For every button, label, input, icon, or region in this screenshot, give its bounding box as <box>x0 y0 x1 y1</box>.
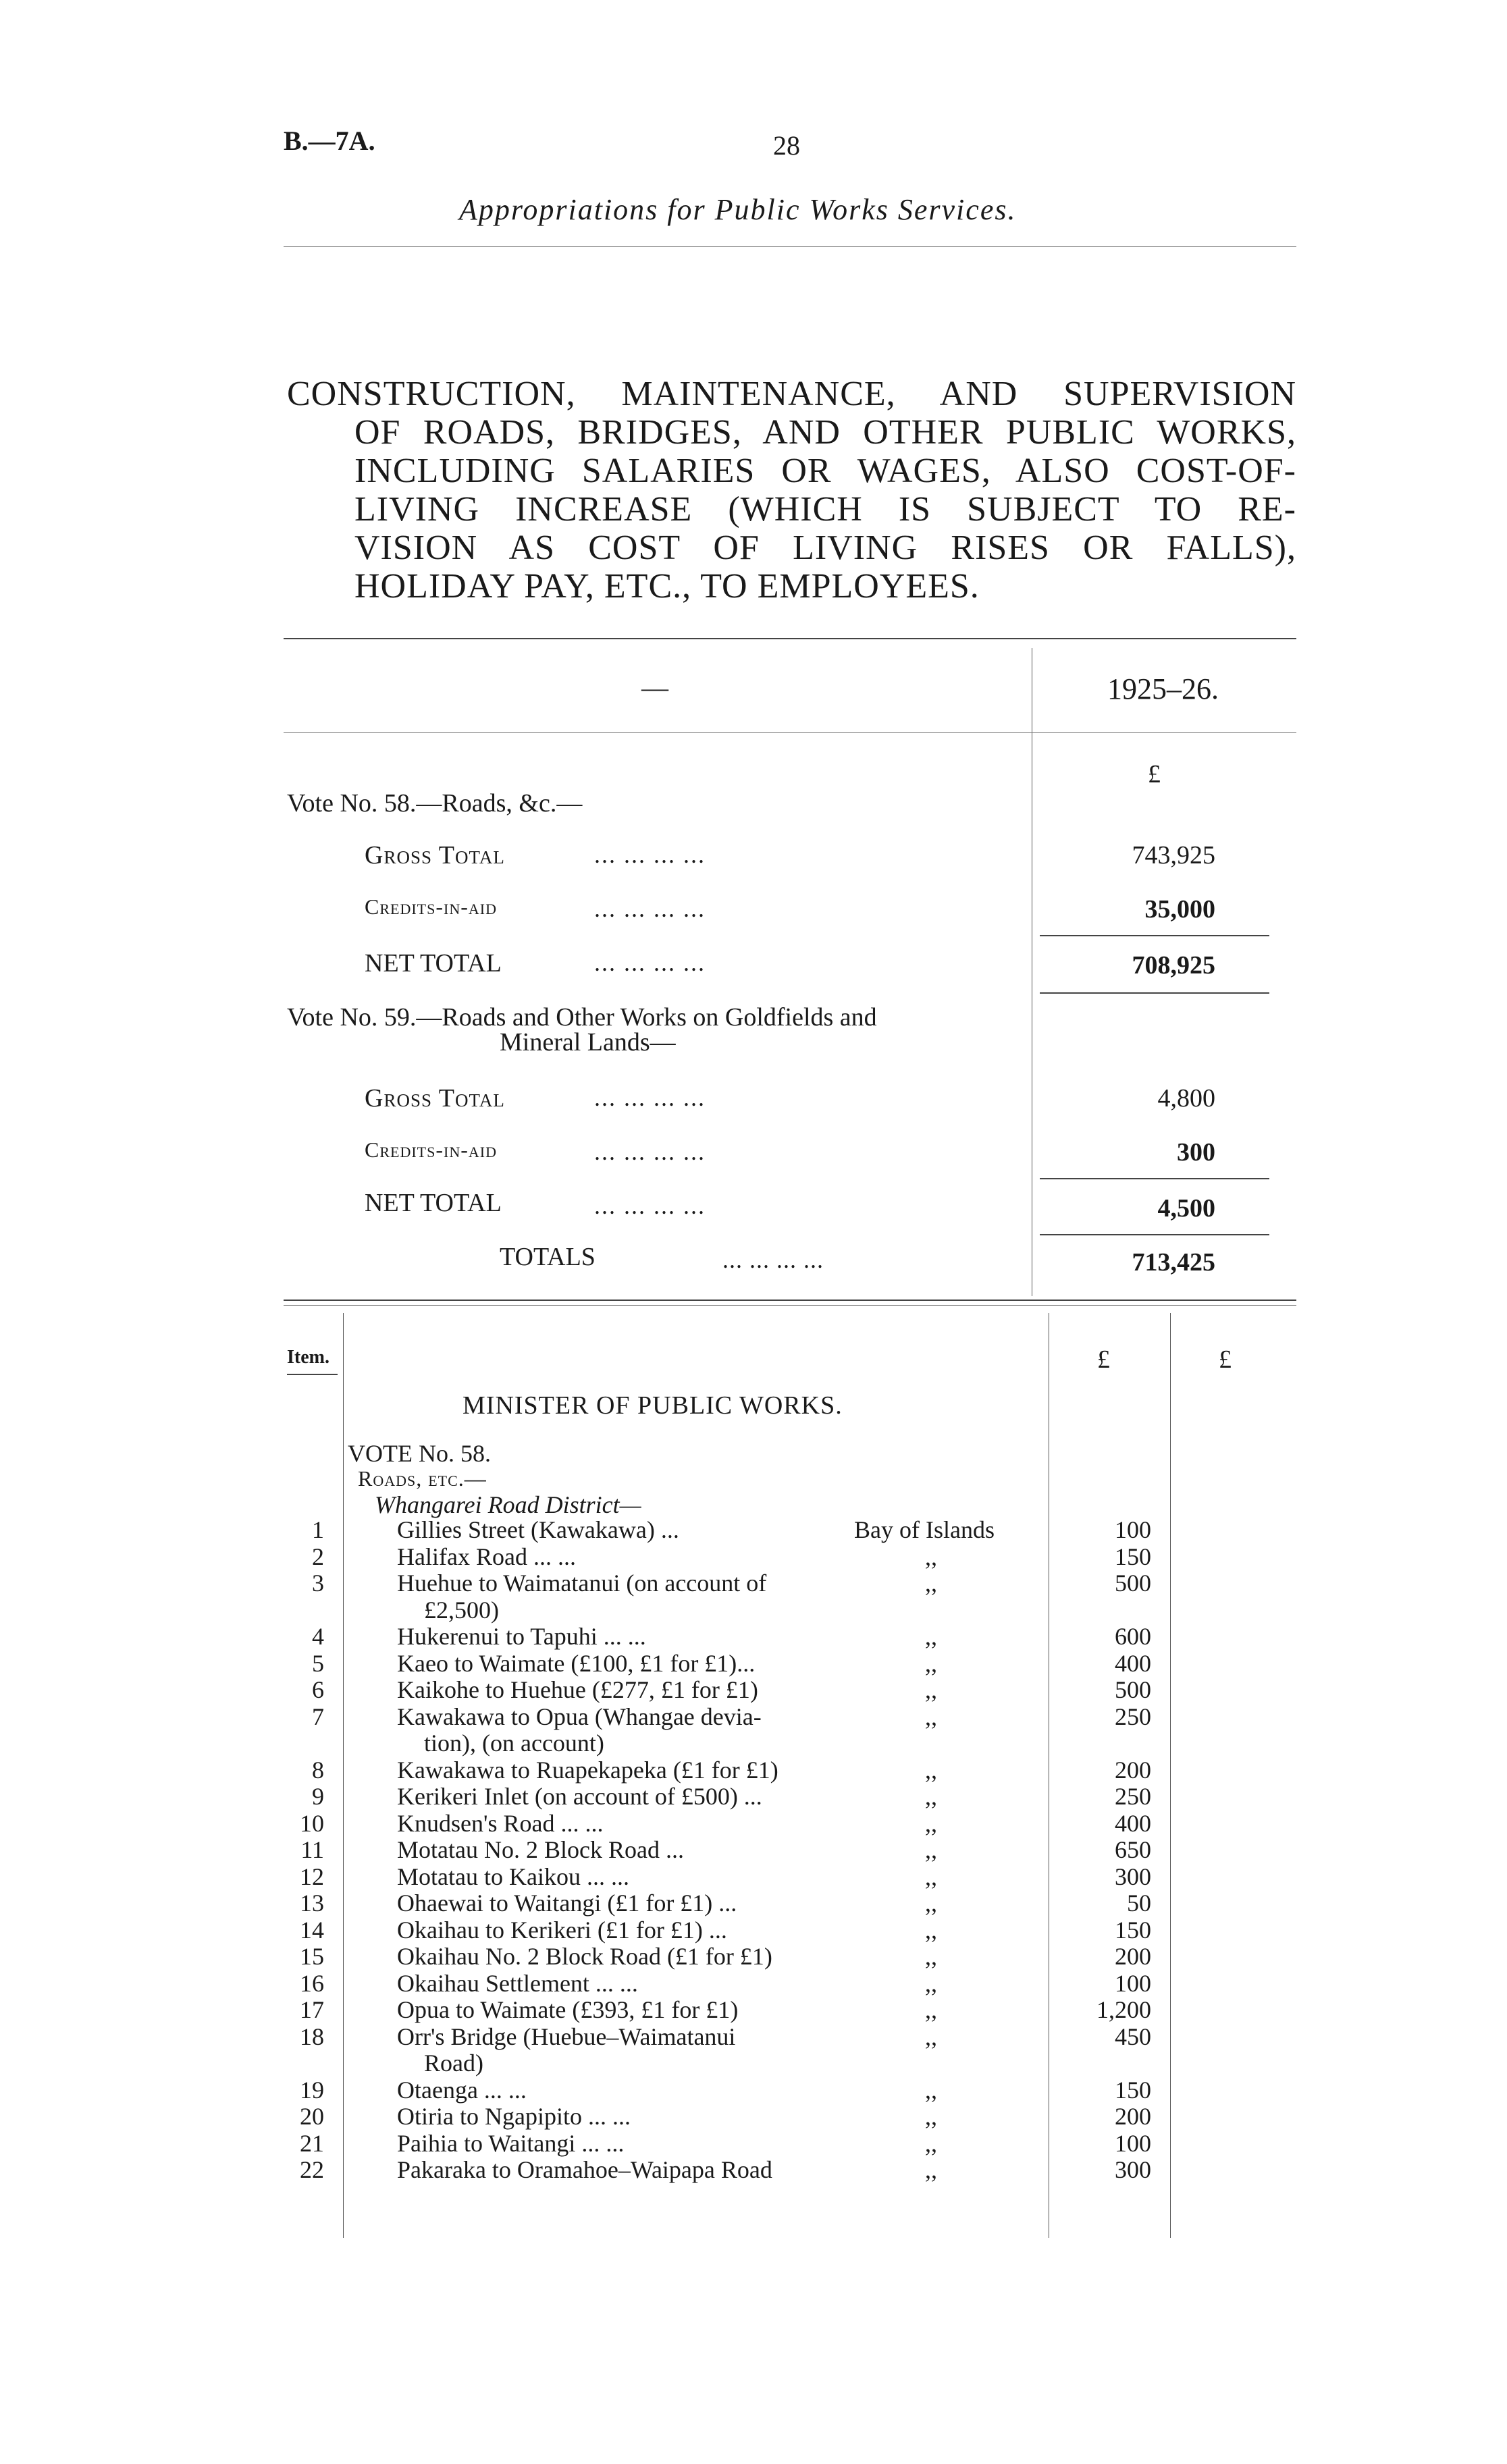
item-number: 9 <box>312 1783 324 1810</box>
totals-value: 713,425 <box>1132 1248 1215 1277</box>
item-number: 20 <box>300 2103 324 2130</box>
item-column-divider <box>343 1313 344 2238</box>
item-description: Okaihau No. 2 Block Road (£1 for £1) <box>397 1943 772 1970</box>
totals-label: TOTALS <box>500 1243 596 1271</box>
item-description: Huehue to Waimatanui (on account of <box>397 1570 767 1597</box>
item-number: 6 <box>312 1676 324 1703</box>
item-column-header: Item. <box>287 1347 329 1368</box>
item-number: 2 <box>312 1543 324 1570</box>
heading-line: INCLUDING SALARIES OR WAGES, ALSO COST-OF- <box>354 452 1296 490</box>
item-amount: 50 <box>1127 1890 1151 1917</box>
item-location: ,, <box>925 1623 937 1650</box>
leader-dots: ... ... ... ... <box>594 841 706 868</box>
summary-header-rule <box>284 732 1296 733</box>
summary-year-header: 1925–26. <box>1107 672 1219 705</box>
heading-line: CONSTRUCTION, MAINTENANCE, AND SUPERVISION <box>287 375 1296 413</box>
item-amount: 400 <box>1115 1649 1151 1677</box>
item-location: ,, <box>925 1916 937 1944</box>
item-location: ,, <box>925 1783 937 1810</box>
item-location: ,, <box>925 1863 937 1890</box>
item-number: 22 <box>300 2156 324 2183</box>
vote-59-label: Vote No. 59.—Roads and Other Works on Goldfields and <box>287 1003 877 1032</box>
vote-58-gross-label: Gross Total <box>365 841 505 869</box>
vote-59-label-continued: Mineral Lands— <box>500 1028 676 1056</box>
item-description: tion), (on account) <box>424 1730 604 1757</box>
summary-bottom-rule <box>284 1305 1296 1306</box>
section-heading <box>287 375 1296 606</box>
item-number: 11 <box>300 1836 324 1863</box>
summary-dash-header: — <box>641 672 668 703</box>
summary-currency: £ <box>1148 760 1161 788</box>
heading-line: VISION AS COST OF LIVING RISES OR FALLS), <box>354 529 1296 567</box>
item-description: Okaihau to Kerikeri (£1 for £1) ... <box>397 1916 727 1944</box>
item-location: ,, <box>925 1809 937 1837</box>
subtotal-rule <box>1040 1178 1269 1179</box>
subtotal-rule <box>1040 1234 1269 1235</box>
item-number: 21 <box>300 2129 324 2157</box>
item-number: 17 <box>300 1996 324 2023</box>
summary-bottom-rule <box>284 1300 1296 1301</box>
page-number: 28 <box>773 130 800 161</box>
item-location: ,, <box>925 1890 937 1917</box>
vote-58-gross-value: 743,925 <box>1132 841 1215 869</box>
item-amount: 300 <box>1115 1863 1151 1890</box>
item-location: ,, <box>925 2103 937 2130</box>
vote-59-credits-label: Credits-in-aid <box>365 1137 497 1162</box>
item-description: £2,500) <box>424 1596 499 1624</box>
roads-subheading: Roads, etc.— <box>358 1466 487 1491</box>
item-description: Hukerenui to Tapuhi ... ... <box>397 1623 646 1650</box>
item-location: ,, <box>925 1996 937 2023</box>
item-number: 15 <box>300 1943 324 1970</box>
item-location: ,, <box>925 2076 937 2104</box>
item-amount: 450 <box>1115 2023 1151 2050</box>
item-amount: 100 <box>1115 1969 1151 1997</box>
district-subheading: Whangarei Road District— <box>375 1491 641 1518</box>
item-number: 8 <box>312 1756 324 1784</box>
item-description: Opua to Waimate (£393, £1 for £1) <box>397 1996 739 2023</box>
header-rule <box>284 246 1296 247</box>
item-description: Kerikeri Inlet (on account of £500) ... <box>397 1783 762 1810</box>
heading-line: HOLIDAY PAY, ETC., TO EMPLOYEES. <box>354 567 980 606</box>
item-description: Kawakawa to Ruapekapeka (£1 for £1) <box>397 1756 778 1784</box>
vote-58-credits-label: Credits-in-aid <box>365 894 497 919</box>
item-location: ,, <box>925 2023 937 2050</box>
item-description: Kaeo to Waimate (£100, £1 for £1)... <box>397 1649 756 1677</box>
item-number: 16 <box>300 1969 324 1997</box>
item-location: ,, <box>925 1756 937 1784</box>
item-amount: 200 <box>1115 1943 1151 1970</box>
item-amount: 600 <box>1115 1623 1151 1650</box>
item-location: ,, <box>925 1649 937 1677</box>
item-amount: 400 <box>1115 1809 1151 1837</box>
leader-dots: ... ... ... ... <box>594 895 706 922</box>
item-location: ,, <box>925 1836 937 1863</box>
vote-59-credits-value: 300 <box>1177 1138 1215 1167</box>
item-amount: 200 <box>1115 1756 1151 1784</box>
item-description: Orr's Bridge (Huebue–Waimatanui <box>397 2023 736 2050</box>
item-number: 14 <box>300 1916 324 1944</box>
vote-58-net-value: 708,925 <box>1132 951 1215 980</box>
amount-column-header-1: £ <box>1097 1345 1110 1374</box>
item-amount: 650 <box>1115 1836 1151 1863</box>
item-description: Pakaraka to Oramahoe–Waipapa Road <box>397 2156 772 2183</box>
item-number: 19 <box>300 2076 324 2104</box>
item-number: 4 <box>312 1623 324 1650</box>
item-location: ,, <box>925 2156 937 2183</box>
item-amount: 150 <box>1115 1543 1151 1570</box>
item-amount: 150 <box>1115 2076 1151 2104</box>
vote-59-gross-value: 4,800 <box>1157 1084 1215 1113</box>
document-code: B.—7A. <box>284 126 375 156</box>
item-description: Knudsen's Road ... ... <box>397 1809 604 1837</box>
vote-59-net-value: 4,500 <box>1157 1194 1215 1223</box>
item-location: ,, <box>925 1943 937 1970</box>
running-title: Appropriations for Public Works Services. <box>459 193 1017 226</box>
vote-58-label: Vote No. 58.—Roads, &c.— <box>287 789 583 818</box>
minister-heading: MINISTER OF PUBLIC WORKS. <box>462 1391 843 1420</box>
item-description: Otaenga ... ... <box>397 2076 527 2104</box>
item-number: 5 <box>312 1649 324 1677</box>
item-number: 18 <box>300 2023 324 2050</box>
item-location: ,, <box>925 2129 937 2157</box>
leader-dots: ... ... ... ... <box>594 1084 706 1111</box>
item-amount: 250 <box>1115 1783 1151 1810</box>
item-amount: 150 <box>1115 1916 1151 1944</box>
item-description: Motatau No. 2 Block Road ... <box>397 1836 684 1863</box>
item-location: ,, <box>925 1543 937 1570</box>
item-description: Motatau to Kaikou ... ... <box>397 1863 629 1890</box>
item-location: ,, <box>925 1969 937 1997</box>
item-number: 7 <box>312 1703 324 1730</box>
item-number: 12 <box>300 1863 324 1890</box>
item-amount: 500 <box>1115 1676 1151 1703</box>
item-description: Road) <box>424 2050 483 2077</box>
item-description: Okaihau Settlement ... ... <box>397 1969 638 1997</box>
item-description: Kawakawa to Opua (Whangae devia- <box>397 1703 762 1730</box>
amount-column-header-2: £ <box>1219 1345 1232 1374</box>
leader-dots: ... ... ... ... <box>594 949 706 976</box>
vote-58-net-label: NET TOTAL <box>365 949 502 977</box>
item-description: Otiria to Ngapipito ... ... <box>397 2103 631 2130</box>
item-header-underline <box>287 1374 338 1375</box>
item-description: Gillies Street (Kawakawa) ... <box>397 1516 679 1543</box>
item-amount: 1,200 <box>1096 1996 1151 2023</box>
item-amount: 300 <box>1115 2156 1151 2183</box>
leader-dots: ... ... ... ... <box>594 1192 706 1219</box>
item-location: ,, <box>925 1570 937 1597</box>
item-number: 13 <box>300 1890 324 1917</box>
item-number: 10 <box>300 1809 324 1837</box>
item-amount: 200 <box>1115 2103 1151 2130</box>
item-amount: 250 <box>1115 1703 1151 1730</box>
item-amount: 500 <box>1115 1570 1151 1597</box>
item-number: 1 <box>312 1516 324 1543</box>
item-location: Bay of Islands <box>854 1516 995 1543</box>
heading-line: LIVING INCREASE (WHICH IS SUBJECT TO RE- <box>354 490 1296 529</box>
vote-59-gross-label: Gross Total <box>365 1084 505 1113</box>
item-amount: 100 <box>1115 2129 1151 2157</box>
subtotal-rule <box>1040 992 1269 994</box>
subtotal-rule <box>1040 935 1269 936</box>
item-number: 3 <box>312 1570 324 1597</box>
summary-top-rule <box>284 638 1296 639</box>
vote-59-net-label: NET TOTAL <box>365 1189 502 1217</box>
heading-line: OF ROADS, BRIDGES, AND OTHER PUBLIC WORKS, <box>354 413 1296 452</box>
vote-heading: VOTE No. 58. <box>348 1440 491 1467</box>
vote-58-credits-value: 35,000 <box>1144 895 1215 923</box>
item-description: Halifax Road ... ... <box>397 1543 576 1570</box>
amount-column-divider-right <box>1170 1313 1171 2238</box>
item-location: ,, <box>925 1703 937 1730</box>
item-location: ,, <box>925 1676 937 1703</box>
item-description: Paihia to Waitangi ... ... <box>397 2129 625 2157</box>
item-description: Kaikohe to Huehue (£277, £1 for £1) <box>397 1676 758 1703</box>
leader-dots: ... ... ... ... <box>594 1138 706 1165</box>
leader-dots: ... ... ... ... <box>722 1246 824 1273</box>
item-amount: 100 <box>1115 1516 1151 1543</box>
item-description: Ohaewai to Waitangi (£1 for £1) ... <box>397 1890 737 1917</box>
